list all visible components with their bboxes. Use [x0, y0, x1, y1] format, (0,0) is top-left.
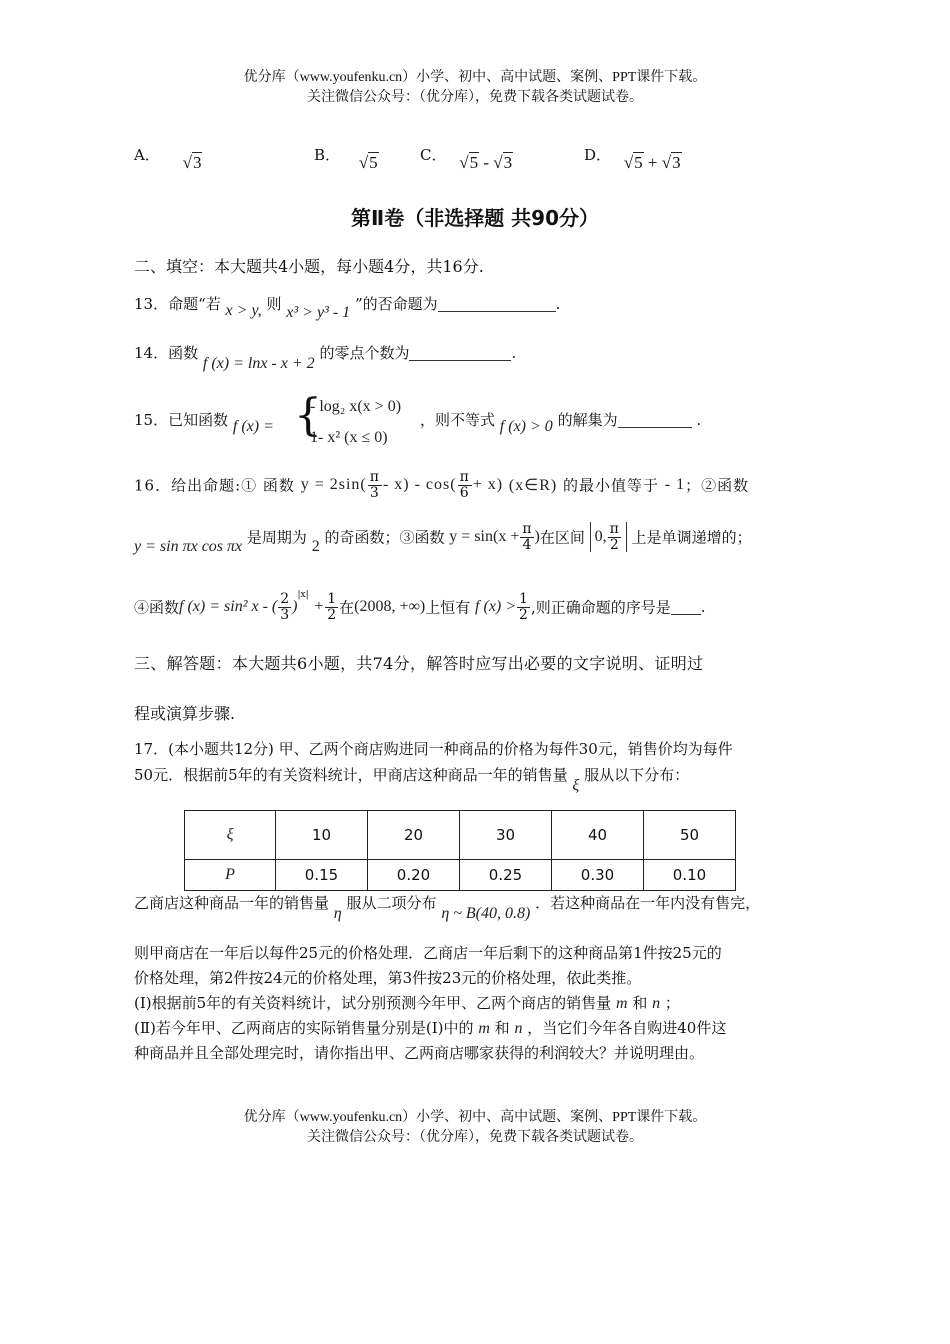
q16-l2-math-4: ) — [534, 528, 540, 546]
table-header-p: P — [185, 860, 276, 891]
option-c-v1: 5 — [469, 153, 479, 172]
q16-frac-2-num: π — [459, 469, 470, 485]
q16-l2-math-5: 0, — [594, 528, 607, 546]
option-b-value: 5 — [369, 153, 378, 172]
q17-l7-math-n: n — [514, 1020, 523, 1037]
option-a-sqrt: √3 — [182, 153, 202, 172]
q15-answer-blank[interactable] — [618, 412, 692, 428]
option-d-v2: 3 — [672, 153, 681, 172]
q16-math-4: (x∈R) — [508, 477, 558, 495]
q17-l2-text-1: 50元．根据前5年的有关资料统计，甲商店这种商品一年的销售量 — [134, 766, 568, 784]
q16-l2-frac-1-den: 4 — [522, 536, 532, 553]
option-c-expr: √5 - √3 — [459, 153, 513, 172]
q17-l3-math-2: η ~ B(40, 0.8) — [441, 905, 531, 922]
q16-l2-frac-1-num: π — [522, 521, 532, 537]
q16-l3-math-3: + — [313, 598, 325, 615]
q16-l3-frac-1 — [278, 592, 291, 622]
table-cell: 50 — [644, 811, 736, 860]
option-a — [134, 144, 202, 172]
option-c-label: C． — [420, 146, 447, 164]
q16-l3-frac-3-num: 1 — [519, 590, 528, 607]
option-d — [584, 144, 682, 172]
q16-math-2: - x) - cos( — [382, 476, 457, 494]
q16-l2-frac-2-den: 2 — [609, 536, 619, 553]
q16-l2-text-1: 是周期为 — [246, 528, 307, 547]
q17-l2-text-2: 服从以下分布： — [584, 766, 690, 784]
q16-l2-text-3: 在区间 — [539, 528, 585, 547]
q16-text-2: 的最小值等于 — [562, 476, 659, 495]
q16-l3-text-3: 上恒有 — [425, 598, 471, 617]
question-16-line-2 — [134, 521, 752, 556]
option-d-op: + — [643, 153, 662, 172]
option-b-sqrt: √5 — [358, 153, 378, 172]
q15-text-3: 的解集为 — [557, 411, 618, 429]
q13-answer-blank[interactable] — [438, 296, 556, 312]
q17-l6-text-1: (Ⅰ)根据前5年的有关资料统计，试分别预测今年甲、乙两个商店的销售量 — [134, 994, 612, 1012]
q17-line-6 — [134, 992, 680, 1013]
table-cell: 20 — [368, 811, 460, 860]
section-3-heading-line-1: 三、解答题：本大题共6小题，共74分，解答时应写出必要的文字说明、证明过 — [134, 654, 704, 673]
q17-line-5: 价格处理，第2件按24元的价格处理，第3件按23元的价格处理，依此类推。 — [134, 969, 642, 987]
q17-line-3 — [134, 892, 761, 922]
q16-math-5: - 1 — [664, 476, 686, 494]
table-header-xi: ξ — [185, 811, 276, 860]
q16-l3-sup: |x| — [297, 590, 309, 600]
q13-math-2: x³ > y³ - 1 — [286, 304, 351, 321]
q16-frac-2 — [458, 470, 472, 500]
q16-l2-math-3: y = sin(x + — [449, 528, 520, 546]
q14-math-1: f (x) = lnx - x + 2 — [202, 355, 315, 372]
option-c-v2: 3 — [503, 153, 513, 172]
table-cell: 10 — [276, 811, 368, 860]
q16-math-3: + x) — [472, 476, 504, 494]
option-a-label: A． — [134, 146, 160, 164]
q14-text-1: 14．函数 — [134, 344, 199, 362]
option-c — [420, 144, 513, 172]
q16-l3-frac-2-den: 2 — [327, 606, 337, 623]
option-b-label: B． — [314, 146, 341, 164]
q17-l2-math-1: ξ — [572, 777, 580, 794]
table-cell: 30 — [460, 811, 552, 860]
q13-text-4: . — [555, 295, 561, 313]
q15-math-1: f (x) = — [232, 418, 274, 435]
q16-l3-frac-2 — [325, 592, 338, 622]
q13-text-1: 13．命题“若 — [134, 295, 221, 313]
q16-frac-1-num: π — [369, 469, 380, 485]
option-b — [314, 144, 379, 172]
q17-l3-math-1: η — [333, 905, 342, 922]
option-d-label: D． — [584, 146, 612, 164]
q15-case-2: 1- x² (x ≤ 0) — [310, 429, 388, 446]
table-row — [185, 860, 736, 891]
q16-math-1: y = 2sin( — [300, 476, 367, 494]
q16-frac-1-den: 3 — [369, 484, 380, 501]
q17-l3-text-2: 服从二项分布 — [346, 894, 437, 912]
q17-l6-math-m: m — [615, 995, 628, 1012]
option-d-v1: 5 — [634, 153, 643, 172]
q16-l2-math-2: 2 — [311, 538, 320, 556]
q17-l7-text-1: (Ⅱ)若今年甲、乙两商店的实际销售量分别是(Ⅰ)中的 — [134, 1019, 474, 1037]
q16-l3-text-2: 在 — [339, 598, 355, 617]
q16-l2-math-1: y = sin πx cos πx — [134, 538, 243, 556]
q16-l3-frac-1-den: 3 — [280, 606, 290, 623]
q14-answer-blank[interactable] — [409, 345, 511, 361]
part2-title: 第Ⅱ卷（非选择题 共90分） — [351, 206, 599, 230]
q16-text-1: 16．给出命题:① 函数 — [134, 476, 295, 495]
q17-line-2 — [134, 764, 690, 794]
table-cell: 0.30 — [552, 860, 644, 891]
question-16-line-1 — [134, 470, 749, 500]
q17-l7-math-m: m — [478, 1020, 490, 1037]
q16-l3-frac-3 — [517, 592, 530, 622]
q15-text-4: . — [696, 411, 702, 429]
option-d-expr: √5 + √3 — [623, 153, 681, 172]
distribution-table — [184, 810, 736, 891]
question-15-tail — [420, 409, 702, 435]
table-cell: 0.25 — [460, 860, 552, 891]
header-line-1: 优分库（www.youfenku.cn）小学、初中、高中试题、案例、PPT课件下载。 — [243, 70, 707, 85]
q17-line-1: 17．(本小题共12分) 甲、乙两个商店购进同一种商品的价格为每件30元，销售价均为每件 — [134, 740, 733, 758]
option-c-op: - — [479, 153, 494, 172]
table-cell: 0.20 — [368, 860, 460, 891]
q16-answer-blank[interactable] — [671, 599, 701, 615]
question-16-line-3 — [134, 590, 706, 622]
q17-line-7 — [134, 1017, 726, 1038]
table-row — [185, 811, 736, 860]
q16-l2-text-2: 的奇函数；③函数 — [324, 528, 445, 547]
q16-l3-text-4: ,则正确命题的序号是 — [530, 598, 671, 617]
section-3-heading-line-2: 程或演算步骤. — [134, 704, 236, 723]
q15-text-1: 15．已知函数 — [134, 411, 229, 429]
q16-l2-frac-2-num: π — [609, 521, 619, 537]
header-line-2: 关注微信公众号：（优分库），免费下载各类试题试卷。 — [307, 90, 643, 105]
q16-l3-frac-3-den: 2 — [519, 606, 528, 623]
q17-l7-text-3: ，当它们今年各自购进40件这 — [527, 1019, 727, 1037]
q15-text-2: ，则不等式 — [420, 411, 496, 429]
q13-text-2: 则 — [266, 295, 282, 313]
q17-l6-text-3: ； — [664, 994, 680, 1012]
section-2-heading: 二、填空：本大题共4小题，每小题4分，共16分. — [134, 257, 484, 276]
q16-frac-2-den: 6 — [459, 484, 470, 501]
q16-l3-frac-2-num: 1 — [327, 590, 337, 607]
q17-line-4: 则甲商店在一年后以每件25元的价格处理．乙商店一年后剩下的这种商品第1件按25元的 — [134, 944, 722, 962]
q15-brace-icon: { — [294, 390, 322, 441]
q17-l6-text-2: 和 — [632, 994, 648, 1012]
footer-line-2: 关注微信公众号：（优分库），免费下载各类试题试卷。 — [307, 1130, 643, 1145]
q16-l3-math-5: f (x) > — [475, 598, 517, 615]
q17-l6-math-n: n — [652, 995, 661, 1012]
q14-text-3: . — [511, 344, 517, 362]
q16-l2-interval — [590, 522, 627, 552]
q16-l2-frac-2 — [608, 522, 621, 552]
q16-l3-math-2: ) — [292, 598, 298, 615]
q16-l2-text-4: 上是单调递增的； — [631, 528, 752, 547]
q16-text-3: ；②函数 — [685, 476, 750, 495]
table-cell: 0.15 — [276, 860, 368, 891]
q14-text-2: 的零点个数为 — [319, 344, 410, 362]
q16-l2-frac-1 — [520, 522, 533, 552]
table-cell: 0.10 — [644, 860, 736, 891]
q16-l3-frac-1-num: 2 — [280, 590, 290, 607]
question-13 — [134, 293, 561, 321]
q13-text-3: ”的否命题为 — [354, 295, 438, 313]
table-cell: 40 — [552, 811, 644, 860]
q17-l7-text-2: 和 — [494, 1019, 510, 1037]
q15-math-2: f (x) > 0 — [499, 418, 553, 435]
q17-l3-text-1: 乙商店这种商品一年的销售量 — [134, 894, 330, 912]
q13-math-1: x > y, — [225, 302, 262, 319]
q16-l3-text-1: ④函数 — [134, 598, 180, 617]
q16-l3-text-5: . — [700, 598, 706, 616]
question-14 — [134, 342, 517, 372]
option-a-value: 3 — [192, 153, 202, 172]
q17-l3-text-3: ．若这种商品在一年内没有售完， — [535, 894, 761, 912]
footer-line-1: 优分库（www.youfenku.cn）小学、初中、高中试题、案例、PPT课件下载。 — [243, 1110, 707, 1125]
q16-frac-1 — [368, 470, 382, 500]
question-15-lead — [134, 409, 274, 435]
q16-l3-math-4: (2008, +∞) — [354, 598, 426, 615]
q17-line-8: 种商品并且全部处理完时，请你指出甲、乙两商店哪家获得的利润较大？并说明理由。 — [134, 1044, 705, 1062]
q16-l3-math-1: f (x) = sin² x - ( — [179, 598, 278, 615]
q15-case-1: - log₂ x(x > 0) — [310, 398, 402, 415]
